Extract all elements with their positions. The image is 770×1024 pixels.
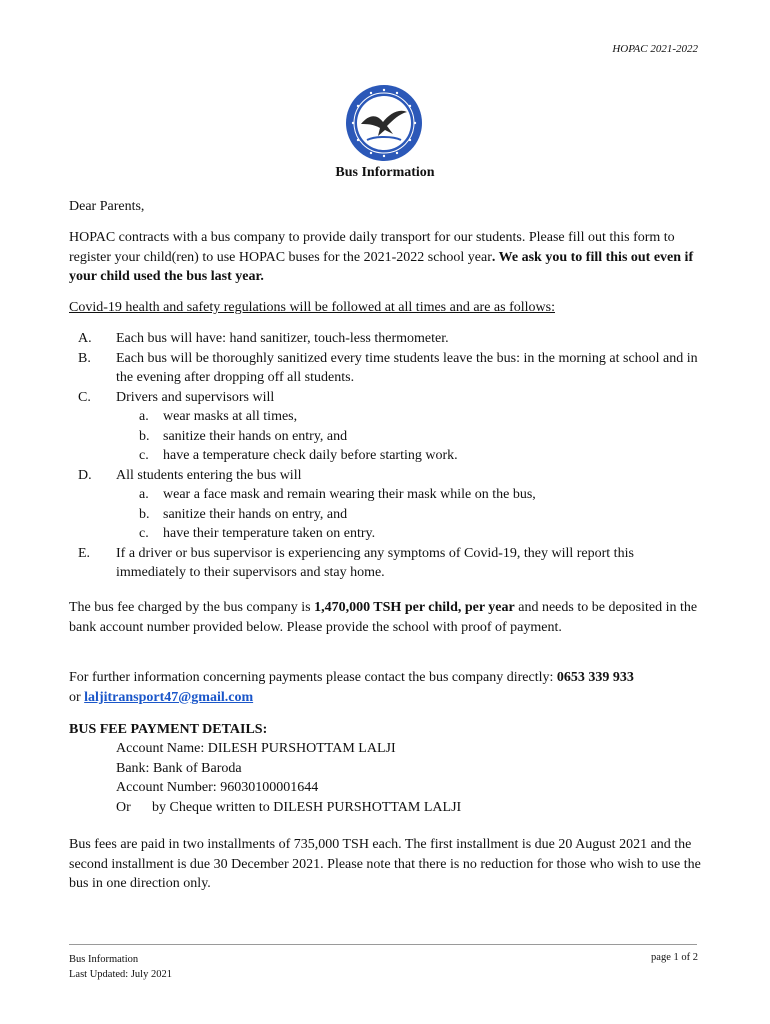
intro-paragraph — [69, 228, 701, 287]
rule-item — [69, 544, 701, 583]
installments-paragraph: Bus fees are paid in two installments of 735,000 TSH each. The first installment is due 20 August 2021 and the second installment is due 30 December 2021. Please note that there is no reduction for those who wish to use the bus in one direction only. — [69, 837, 701, 891]
rule-letter: A. — [78, 331, 92, 346]
footer-doc-name: Bus Information — [69, 954, 139, 965]
sub-rule-letter: a. — [139, 409, 149, 424]
footer-divider — [69, 944, 697, 945]
payment-heading: BUS FEE PAYMENT DETAILS: — [69, 722, 268, 737]
sub-rule-letter: b. — [139, 428, 150, 444]
sub-rule-text: have a temperature check daily before starting work. — [163, 448, 458, 463]
sub-rule-text: wear masks at all times, — [163, 409, 298, 424]
sub-rule-text: sanitize their hands on entry, and — [163, 506, 348, 522]
account-name: Account Name: DILESH PURSHOTTAM LALJI — [116, 741, 396, 756]
rule-item — [69, 329, 701, 349]
covid-rules-list — [69, 329, 701, 583]
sub-rule-letter: a. — [139, 487, 149, 502]
cheque-text: by Cheque written to DILESH PURSHOTTAM LALJI — [152, 799, 462, 815]
sub-rule-text: sanitize their hands on entry, and — [163, 428, 348, 444]
footer-info — [69, 952, 172, 982]
cheque-or-word: Or — [116, 799, 131, 815]
account-number: Account Number: 96030100001644 — [116, 780, 319, 795]
page-number: page 1 of 2 — [651, 952, 698, 963]
rule-text: Drivers and supervisors will — [116, 389, 275, 405]
rule-letter: D. — [78, 467, 92, 483]
sub-rule-item — [69, 427, 701, 447]
rule-text: Each bus will have: hand sanitizer, touch-less thermometer. — [116, 331, 449, 346]
rule-text: All students entering the bus will — [116, 467, 302, 483]
cheque-option — [116, 798, 461, 818]
rule-letter: C. — [78, 389, 91, 405]
sub-rule-item — [69, 485, 701, 505]
covid-heading: Covid-19 health and safety regulations will be followed at all times and are as follows: — [69, 300, 555, 315]
intro-text: HOPAC contracts with a bus company to provide daily transport for our students. Please fill out this form to register your child(ren) to use HOPAC buses for the 2021-2022 school year — [69, 230, 675, 265]
sub-rule-text: have their temperature taken on entry. — [163, 526, 376, 541]
payment-details — [116, 739, 461, 817]
fee-paragraph — [69, 598, 701, 637]
sub-rule-item — [69, 407, 701, 427]
rule-item — [69, 349, 701, 388]
sub-rule-letter: c. — [139, 526, 149, 541]
rule-item — [69, 388, 701, 408]
contact-text: For further information concerning payments please contact the bus company directly: — [69, 670, 557, 685]
rule-item — [69, 466, 701, 486]
intro-bold-request: . We ask you to fill this out even if your child used the bus last year. — [69, 249, 694, 284]
school-crest-logo — [345, 84, 423, 162]
fee-amount: 1,470,000 TSH per child, per year — [314, 600, 515, 615]
sub-rule-letter: c. — [139, 448, 149, 463]
contact-phone: 0653 339 933 — [556, 670, 634, 685]
contact-or: or — [69, 689, 85, 705]
rule-letter: E. — [78, 545, 91, 561]
sub-rule-letter: b. — [139, 506, 150, 522]
page-title: Bus Information — [335, 165, 435, 180]
contact-email-link[interactable]: laljitransport47@gmail.com — [84, 689, 254, 705]
sub-rule-text: wear a face mask and remain wearing their mask while on the bus, — [163, 487, 536, 502]
fee-text-before: The bus fee charged by the bus company is — [69, 600, 315, 615]
rule-text: If a driver or bus supervisor is experiencing any symptoms of Covid-19, they will report this immediately to their supervisors and stay home. — [116, 545, 634, 580]
sub-rule-item — [69, 524, 701, 544]
document-tag: HOPAC 2021-2022 — [612, 43, 698, 55]
footer-updated: Last Updated: July 2021 — [69, 969, 172, 980]
sub-rule-item — [69, 446, 701, 466]
contact-paragraph — [69, 668, 701, 707]
bank-name: Bank: Bank of Baroda — [116, 760, 242, 776]
rule-letter: B. — [78, 350, 91, 366]
sub-rule-item — [69, 505, 701, 525]
rule-text: Each bus will be thoroughly sanitized every time students leave the bus: in the morning at school and in the evening after dropping off all students. — [116, 350, 698, 385]
fee-text-after: and needs to be deposited in the bank account number provided below. Please provide the school with proof of payment. — [69, 600, 698, 635]
greeting: Dear Parents, — [69, 199, 145, 214]
